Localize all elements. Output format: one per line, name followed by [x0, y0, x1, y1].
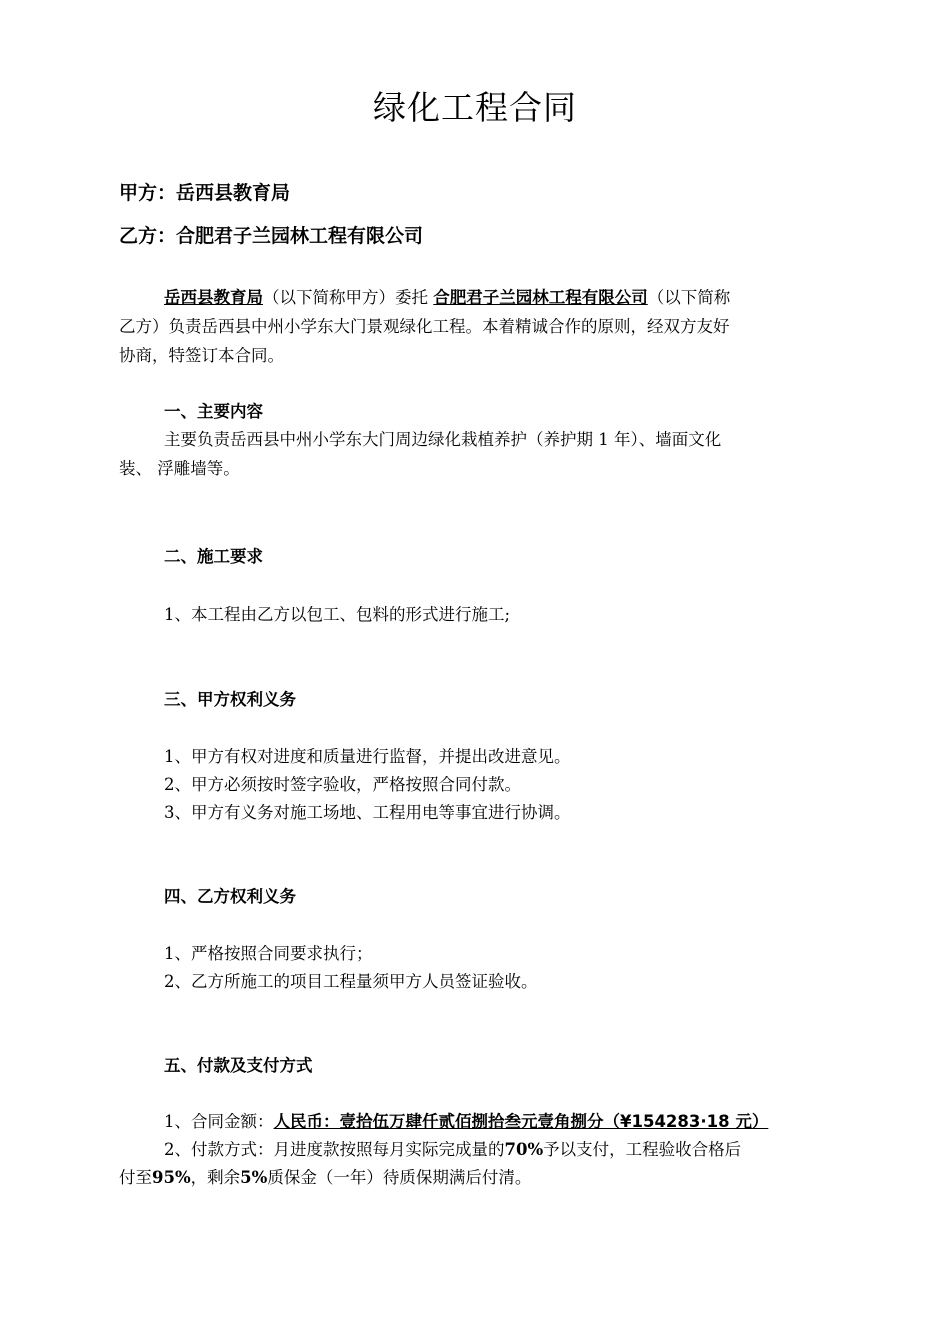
section-2-item-1: 1、本工程由乙方以包工、包料的形式进行施工;	[164, 605, 511, 624]
section-1-line-1: 主要负责岳西县中州小学东大门周边绿化栽植养护（养护期 1 年）、墙面文化	[164, 430, 722, 449]
intro-line-1	[164, 284, 730, 308]
intro-text-1: （以下简称甲方）委托	[263, 288, 434, 307]
payment-text-a: 2、付款方式：月进度款按照每月实际完成量的	[164, 1140, 505, 1159]
party-b: 乙方：合肥君子兰园林工程有限公司	[119, 225, 424, 247]
section-1-line-2: 装、 浮雕墙等。	[119, 459, 240, 478]
intro-text-2: （以下简称	[647, 288, 731, 307]
section-4-item-2: 2、乙方所施工的项目工程量须甲方人员签证验收。	[164, 972, 538, 991]
payment2-text-c: ，剩余	[190, 1168, 241, 1187]
contract-amount-line	[164, 1108, 768, 1132]
intro-party-a-name: 岳西县教育局	[164, 288, 263, 307]
contract-amount-value: 人民币：壹拾伍万肆仟贰佰捌拾叁元壹角捌分（¥154283·18 元）	[273, 1112, 769, 1131]
section-5-heading: 五、付款及支付方式	[164, 1056, 313, 1075]
payment-percent-95: 95%	[152, 1168, 191, 1187]
intro-line-3: 协商，特签订本合同。	[119, 346, 284, 365]
contract-amount-label: 1、合同金额：	[164, 1112, 274, 1131]
section-1-heading: 一、主要内容	[164, 402, 263, 421]
section-3-item-3: 3、甲方有义务对施工场地、工程用电等事宜进行协调。	[164, 803, 571, 822]
payment-line-2	[119, 1164, 531, 1188]
section-4-item-1: 1、严格按照合同要求执行；	[164, 944, 373, 963]
intro-party-b-name: 合肥君子兰园林工程有限公司	[433, 288, 648, 307]
section-2-heading: 二、施工要求	[164, 547, 263, 566]
section-3-heading: 三、甲方权利义务	[164, 690, 296, 709]
payment-text-c: 予以支付，工程验收合格后	[543, 1140, 742, 1159]
payment-percent-5: 5%	[240, 1168, 268, 1187]
party-a: 甲方：岳西县教育局	[119, 182, 291, 204]
section-4-heading: 四、乙方权利义务	[164, 887, 296, 906]
payment-line-1	[164, 1136, 741, 1160]
payment2-text-e: 质保金（一年）待质保期满后付清。	[267, 1168, 532, 1187]
payment-percent-70: 70%	[504, 1140, 544, 1159]
section-3-item-1: 1、甲方有权对进度和质量进行监督，并提出改进意见。	[164, 747, 571, 766]
page-title: 绿化工程合同	[373, 88, 577, 127]
intro-line-2: 乙方）负责岳西县中州小学东大门景观绿化工程。本着精诚合作的原则，经双方友好	[119, 317, 730, 336]
section-3-item-2: 2、甲方必须按时签字验收，严格按照合同付款。	[164, 775, 521, 794]
payment2-text-a: 付至	[119, 1168, 152, 1187]
